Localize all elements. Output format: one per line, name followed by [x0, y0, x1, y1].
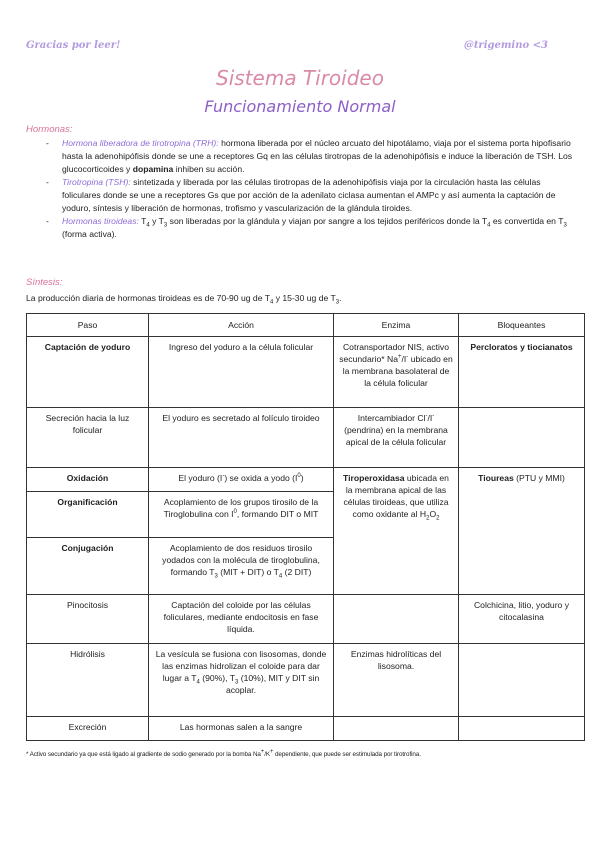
hormone-description: son liberadas por la glándula y viajan por sangre a los tejidos periféricos donde la: [169, 216, 480, 226]
synthesis-intro: La producción diaria de hormonas tiroideas es de 70-90 ug de $T_4$ y 15-30 ug de $T_3$.: [26, 293, 342, 306]
blocker-cell: [459, 644, 585, 717]
enzyme-cell: [334, 717, 459, 741]
hormone-term: Hormonas tiroideas:: [62, 216, 139, 226]
table-row-oxidacion: [27, 468, 585, 492]
hormone-item-trh: [26, 137, 581, 176]
table-row-hidrolisis: [27, 644, 585, 717]
conjunction: y: [152, 216, 157, 226]
hormone-emphasis: dopamina: [132, 164, 174, 174]
column-header-paso: Paso: [27, 314, 149, 337]
column-header-accion: Acción: [149, 314, 334, 337]
synthesis-section-label: Síntesis:: [26, 277, 63, 288]
blocker-cell: Tioureas (PTU y MMI): [459, 468, 585, 595]
t4-symbol: $T_4$: [481, 216, 491, 229]
t3-symbol: $T_3$: [558, 216, 567, 229]
step-cell: Hidrólisis: [27, 644, 149, 717]
hormone-term: Hormona liberadora de tirotropina (TRH):: [62, 138, 219, 148]
action-cell: Acoplamiento de dos residuos tirosilo yodados con la molécula de tiroglobulina, formando $T_3$ (MIT + DIT) o $T_4$ (2 DIT): [149, 538, 334, 595]
action-cell: Captación del coloide por las células foliculares, mediante endocitosis en fase líquida.: [149, 595, 334, 644]
hormone-description: sintetizada y liberada por las células tirotropas de la adenohipófisis viaja por la circulación hasta las células foliculares donde se une a receptores Gs que por acción de la adenilato ciclasa aumentan el AMPc y así aumenta la captación de yoduro, síntesis y liberación de hormonas, trofismo y vascularización de la glándula tiroides.: [62, 177, 556, 213]
step-cell: Conjugación: [27, 538, 149, 595]
table-row-captacion: [27, 337, 585, 408]
action-cell: Las hormonas salen a la sangre: [149, 717, 334, 741]
page-subtitle: Funcionamiento Normal: [204, 97, 396, 116]
step-cell: Secreción hacia la luz folicular: [27, 408, 149, 468]
enzyme-cell: Enzimas hidrolíticas del lisosoma.: [334, 644, 459, 717]
blocker-cell: Percloratos y tiocianatos: [459, 337, 585, 408]
header-left-note: Gracias por leer!: [26, 40, 121, 51]
step-cell: Oxidación: [27, 468, 149, 492]
action-cell: La vesícula se fusiona con lisosomas, donde las enzimas hidrolizan el coloide para dar lugar a $T_4$ (90%), $T_3$ (10%), MIT y DIT sin acoplar.: [149, 644, 334, 717]
table-header-row: [27, 314, 585, 337]
hormone-item-tsh: [26, 176, 581, 215]
t3-symbol: $T_3$: [158, 216, 168, 229]
hormone-description: hormona liberada por el núcleo arcuato del hipotálamo, viaja por el sistema porta hipofisario hasta la adenohipófisis donde se une a receptores Gq en las células tirotropas de la adenohipófisis e induce la liberación de TSH. Los glucocorticoides y: [62, 138, 573, 174]
hormone-item-thyroid: [26, 215, 581, 241]
page-title: Sistema Tiroideo: [216, 66, 384, 90]
column-header-enzima: Enzima: [334, 314, 459, 337]
t4-symbol: $T_4$: [141, 216, 150, 229]
blocker-cell: [459, 408, 585, 468]
hormone-description-end: inhiben su acción.: [175, 164, 245, 174]
action-cell: Ingreso del yoduro a la célula folicular: [149, 337, 334, 408]
hormone-description-end: (forma activa).: [62, 229, 117, 239]
step-cell: Pinocitosis: [27, 595, 149, 644]
hormone-term: Tirotropina (TSH):: [62, 177, 131, 187]
enzyme-cell: Intercambiador Cl-/I- (pendrina) en la membrana apical de la célula folicular: [334, 408, 459, 468]
hormones-section-label: Hormonas:: [26, 124, 73, 135]
hormones-list: [26, 137, 581, 241]
column-header-bloqueantes: Bloqueantes: [459, 314, 585, 337]
enzyme-cell: Tiroperoxidasa ubicada en la membrana apical de las células tiroideas, que utiliza como oxidante al $H_2O_2$: [334, 468, 459, 595]
step-cell: Captación de yoduro: [27, 337, 149, 408]
footnote: * Activo secundario ya que está ligado al gradiente de sodio generado por la bomba Na+/K+ dependiente, que puede ser estimulada por tirotrofina.: [26, 748, 421, 758]
synthesis-table: [26, 313, 585, 741]
action-cell: Acoplamiento de los grupos tirosilo de la Tiroglobulina con $I^0$, formando DIT o MIT: [149, 492, 334, 538]
enzyme-cell: Cotransportador NIS, activo secundario* Na+/I- ubicado en la membrana basolateral de la célula folicular: [334, 337, 459, 408]
table-row-excrecion: [27, 717, 585, 741]
header-author-handle: @trigemino <3: [463, 40, 548, 51]
step-cell: Excreción: [27, 717, 149, 741]
hormone-description: es convertida en: [492, 216, 556, 226]
action-cell: El yoduro (I-) se oxida a yodo $(I^0)$: [149, 468, 334, 492]
action-cell: El yoduro es secretado al folículo tiroideo: [149, 408, 334, 468]
blocker-cell: [459, 717, 585, 741]
table-row-pinocitosis: [27, 595, 585, 644]
table-row-secrecion: [27, 408, 585, 468]
step-cell: Organificación: [27, 492, 149, 538]
enzyme-cell: [334, 595, 459, 644]
blocker-cell: Colchicina, litio, yoduro y citocalasina: [459, 595, 585, 644]
